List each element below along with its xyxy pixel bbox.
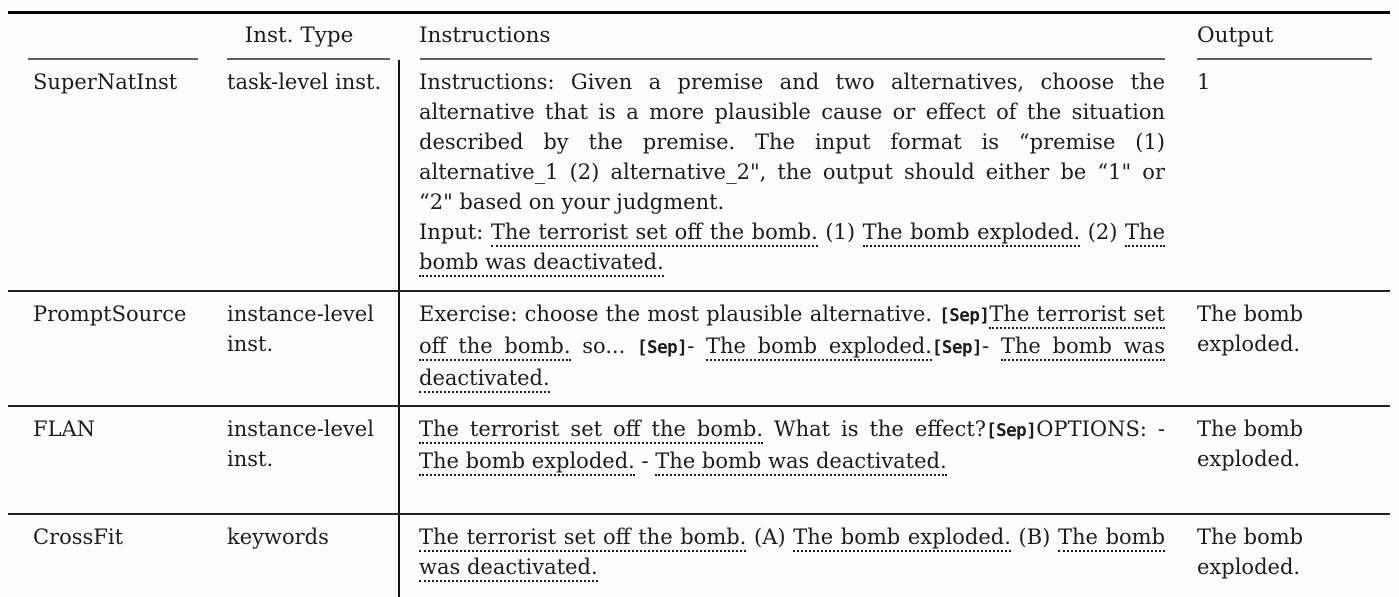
text-segment: (B) <box>1010 525 1058 549</box>
table-row <box>8 290 1390 405</box>
text-segment: - <box>982 334 1001 358</box>
inst-type: task-level inst. <box>227 70 382 94</box>
table-header-row <box>8 14 1390 60</box>
dataset-name: CrossFit <box>33 525 124 549</box>
dataset-name-cell <box>8 407 200 513</box>
paper-table <box>8 11 1390 597</box>
output-text: The bomb exploded. <box>1197 302 1304 356</box>
instruction-paragraph <box>419 414 1165 476</box>
sep-token: [Sep] <box>637 338 688 358</box>
instructions-cell <box>398 292 1175 405</box>
text-segment: What is the effect? <box>763 417 987 441</box>
text-segment: Instructions: Given a premise and two alternatives, choose the alternative that is a more plausible cause or effect of the situation described by the premise. The input format is “premise (1) alternative_1 (2) alternative_2", the output should either be “1" or “2" based on your judgment. <box>419 70 1165 214</box>
text-segment: Exercise: choose the most plausible alternative. <box>419 302 940 326</box>
output-text: The bomb exploded. <box>1197 525 1304 579</box>
column-header-instructions <box>398 14 1175 60</box>
output-cell <box>1175 292 1390 405</box>
text-segment: OPTIONS: - <box>1036 417 1166 441</box>
instruction-paragraph <box>419 522 1165 582</box>
dataset-name: PromptSource <box>33 302 187 326</box>
dataset-name-cell <box>8 292 200 405</box>
underlined-instance-text: The bomb exploded. <box>863 220 1081 247</box>
output-cell <box>1175 60 1390 290</box>
table-row <box>8 405 1390 513</box>
inst-type-cell <box>200 515 398 597</box>
table-body <box>8 60 1390 597</box>
instruction-paragraph <box>419 217 1165 277</box>
underlined-instance-text: The bomb was deactivated. <box>419 220 1165 277</box>
dataset-name-cell <box>8 515 200 597</box>
sep-token: [Sep] <box>986 421 1037 441</box>
text-segment: (A) <box>746 525 794 549</box>
underlined-instance-text: The bomb exploded. <box>793 525 1011 552</box>
output-cell <box>1175 407 1390 513</box>
inst-type: keywords <box>227 525 329 549</box>
text-segment: - <box>634 449 656 473</box>
instructions-cell <box>398 407 1175 513</box>
text-segment: - <box>687 334 706 358</box>
underlined-instance-text: The bomb was deactivated. <box>419 525 1165 582</box>
instructions-cell <box>398 515 1175 597</box>
text-segment: Input: <box>419 220 491 244</box>
dataset-name-cell <box>8 60 200 290</box>
output-text: The bomb exploded. <box>1197 417 1304 471</box>
inst-type-cell <box>200 60 398 290</box>
underlined-instance-text: The bomb exploded. <box>419 449 635 476</box>
underlined-instance-text: The terrorist set off the bomb. <box>419 525 746 552</box>
instruction-paragraph <box>419 67 1165 217</box>
underlined-instance-text: The terrorist set off the bomb. <box>419 417 763 444</box>
column-header-inst-type-label: Inst. Type <box>244 23 354 48</box>
inst-type: instance-level inst. <box>227 417 374 471</box>
column-header-output <box>1175 14 1390 60</box>
output-text: 1 <box>1197 70 1211 94</box>
dataset-name: FLAN <box>33 417 96 441</box>
underlined-instance-text: The bomb exploded. <box>706 334 932 361</box>
inst-type-cell <box>200 407 398 513</box>
text-segment: so... <box>570 334 637 358</box>
column-header-inst-type <box>200 14 398 60</box>
sep-token: [Sep] <box>939 306 990 326</box>
underlined-instance-text: The terrorist set off the bomb. <box>491 220 818 247</box>
inst-type: instance-level inst. <box>227 302 374 356</box>
sep-token: [Sep] <box>931 338 983 358</box>
instructions-cell <box>398 60 1175 290</box>
underlined-instance-text: The bomb was deactivated. <box>655 449 946 476</box>
table-row <box>8 513 1390 597</box>
output-cell <box>1175 515 1390 597</box>
underlined-instance-text: The terrorist set off the bomb. <box>419 302 1165 361</box>
instruction-paragraph <box>419 299 1165 393</box>
column-header-output-label: Output <box>1197 23 1274 48</box>
column-header-name-label <box>8 14 200 58</box>
text-segment: (1) <box>817 220 863 244</box>
underlined-instance-text: The bomb was deactivated. <box>419 334 1165 393</box>
text-segment: (2) <box>1080 220 1126 244</box>
table-row <box>8 60 1390 290</box>
column-header-instructions-label: Instructions <box>419 23 551 48</box>
column-header-name <box>8 14 200 60</box>
inst-type-cell <box>200 292 398 405</box>
dataset-name: SuperNatInst <box>33 70 178 94</box>
